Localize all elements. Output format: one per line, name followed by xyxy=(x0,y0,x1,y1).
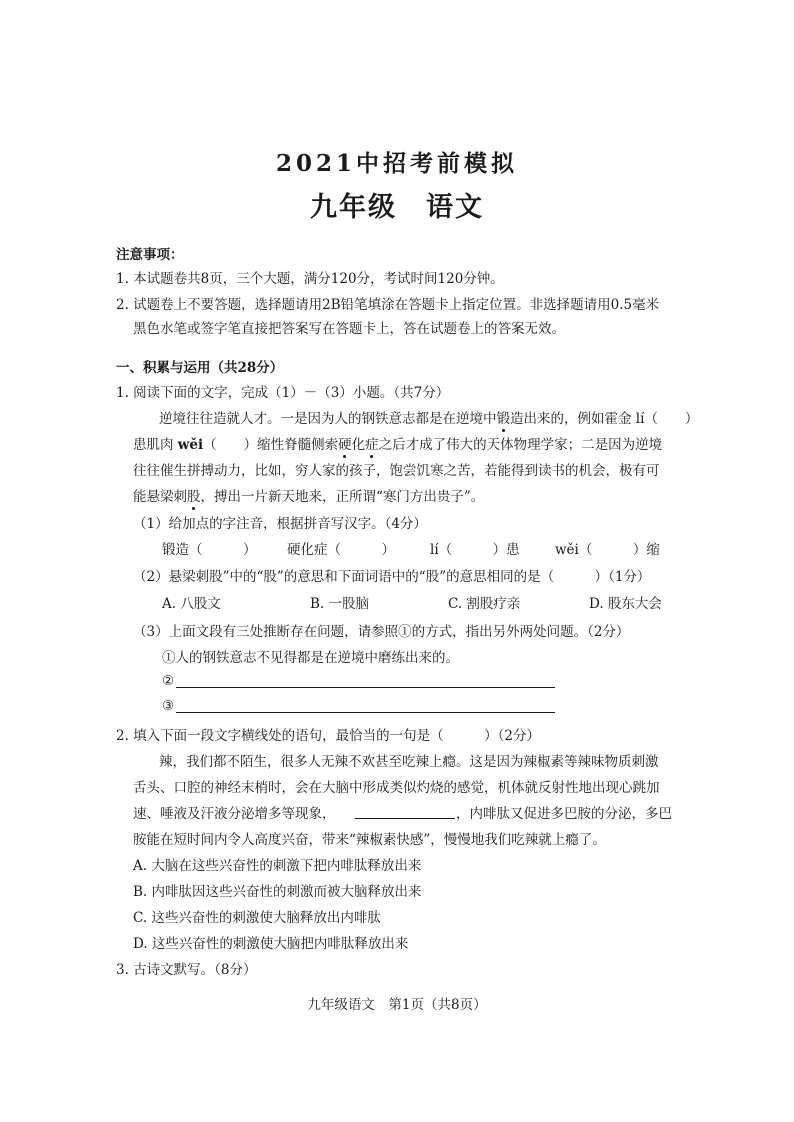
question-1-passage-line-2 xyxy=(133,433,662,453)
notice-item-2-cont: 黑色水笔或签字笔直接把答案写在答题卡上，答在试题卷上的答案无效。 xyxy=(133,321,565,337)
subquestion-1-item-b: 硬化症（ ） xyxy=(287,542,395,558)
passage-text: 能悬梁刺 xyxy=(133,489,187,505)
notice-item-1: 1. 本试题卷共8页，三个大题，满分120分，考试时间120分钟。 xyxy=(116,271,504,287)
subquestion-2-stem: （2）悬梁刺股”中的“股”的意思和下面词语中的“股”的意思相同的是（ ）（1分） xyxy=(133,569,651,585)
passage-text: 逆境往往造就人才。一是因为人的钢铁意志都是在逆境中 xyxy=(159,411,497,427)
subquestion-2-option-b: B. 一股脑 xyxy=(310,596,370,612)
passage-text: 患肌肉 xyxy=(133,437,178,453)
subquestion-2-option-d: D. 股东大会 xyxy=(589,596,662,612)
subquestion-1-stem: （1）给加点的字注音，根据拼音写汉字。（4分） xyxy=(133,516,427,532)
answer-line-3 xyxy=(176,712,555,713)
subquestion-3-stem: （3）上面文段有三处推断存在问题，请参照①的方式，指出另外两处问题。（2分） xyxy=(133,624,630,640)
subquestion-1-item-c: lí（ ）患 xyxy=(430,542,520,558)
pinyin-text: wěi xyxy=(177,437,204,453)
dotted-char: 股 xyxy=(187,489,201,505)
subquestion-3-blank-2-label: ② xyxy=(162,673,175,689)
question-2-passage-line-3a: 速、唾液及汗液分泌增多等现象， xyxy=(133,806,336,822)
question-2-option-d: D. 这些兴奋性的刺激使大脑把内啡肽释放出来 xyxy=(133,936,409,952)
question-1-passage-line-1 xyxy=(159,407,698,427)
subquestion-1-item-d: wěi（ ）缩 xyxy=(555,542,660,558)
subquestion-3-blank-3-label: ③ xyxy=(162,698,175,714)
question-2-option-a: A. 大脑在这些兴奋性的刺激下把内啡肽释放出来 xyxy=(133,858,422,874)
section-1-heading: 一、积累与运用（共28分） xyxy=(116,360,284,376)
question-2-stem: 2. 填入下面一段文字横线处的语句，最恰当的一句是（ ）（2分） xyxy=(116,728,541,744)
passage-text: （ ）缩性脊髓侧索 xyxy=(203,437,339,453)
question-1-passage-line-3: 往往催生拼搏动力，比如，穷人家的孩子，饱尝饥寒之苦，若能得到读书的机会，极有可 xyxy=(133,463,660,479)
passage-text: 化 xyxy=(351,437,366,453)
dotted-char: 症 xyxy=(365,437,379,453)
exam-title: 2021中招考前模拟 xyxy=(275,150,518,177)
question-2-passage-line-1: 辣，我们都不陌生，很多人无辣不欢甚至吃辣上瘾。这是因为辣椒素等辣味物质刺激 xyxy=(159,754,659,770)
subquestion-1-item-a: 锻造（ ） xyxy=(162,542,257,558)
question-2-option-c: C. 这些兴奋性的刺激使大脑释放出内啡肽 xyxy=(133,910,381,926)
notice-heading: 注意事项： xyxy=(116,247,184,263)
question-1-stem: 1. 阅读下面的文字，完成（1）－（3）小题。（共7分） xyxy=(116,385,450,401)
subquestion-2-option-a: A. 八股文 xyxy=(162,596,221,612)
subquestion-3-example: ①人的钢铁意志不见得都是在逆境中磨练出来的。 xyxy=(162,650,459,666)
question-2-passage-line-2: 舌头、口腔的神经末梢时，会在大脑中形成类似灼烧的感觉，机体就反射性地出现心跳加 xyxy=(133,780,660,796)
passage-text: 造出来的，例如霍金 lí（ ） xyxy=(510,411,699,427)
subquestion-2-option-c: C. 割股疗亲 xyxy=(448,596,521,612)
page-footer: 九年级语文 第1页（共8页） xyxy=(307,997,487,1013)
question-1-passage-line-4 xyxy=(133,485,484,505)
question-2-passage-line-4: 胺能在短时间内令人高度兴奋，带来“辣椒素快感”，慢慢地我们吃辣就上瘾了。 xyxy=(133,832,606,848)
passage-text: ，搏出一片新天地来，正所谓“寒门方出贵子”。 xyxy=(200,489,485,505)
exam-subtitle: 九年级 语文 xyxy=(310,192,484,223)
fill-in-blank-line xyxy=(355,818,455,819)
answer-line-2 xyxy=(176,687,555,688)
passage-text: 之后才成了伟大的天体物理学家；二是因为逆境 xyxy=(378,437,663,453)
dotted-char: 锻 xyxy=(496,411,510,427)
question-3-stem: 3. 古诗文默写。（8分） xyxy=(116,962,257,978)
question-2-passage-line-3b: ，内啡肽又促进多巴胺的分泌，多巴 xyxy=(456,806,672,822)
dotted-char: 硬 xyxy=(338,437,352,453)
question-2-option-b: B. 内啡肽因这些兴奋性的刺激而被大脑释放出来 xyxy=(133,884,422,900)
notice-item-2: 2. 试题卷上不要答题，选择题请用2B铅笔填涂在答题卡上指定位置。非选择题请用0.5毫米 xyxy=(116,297,660,313)
